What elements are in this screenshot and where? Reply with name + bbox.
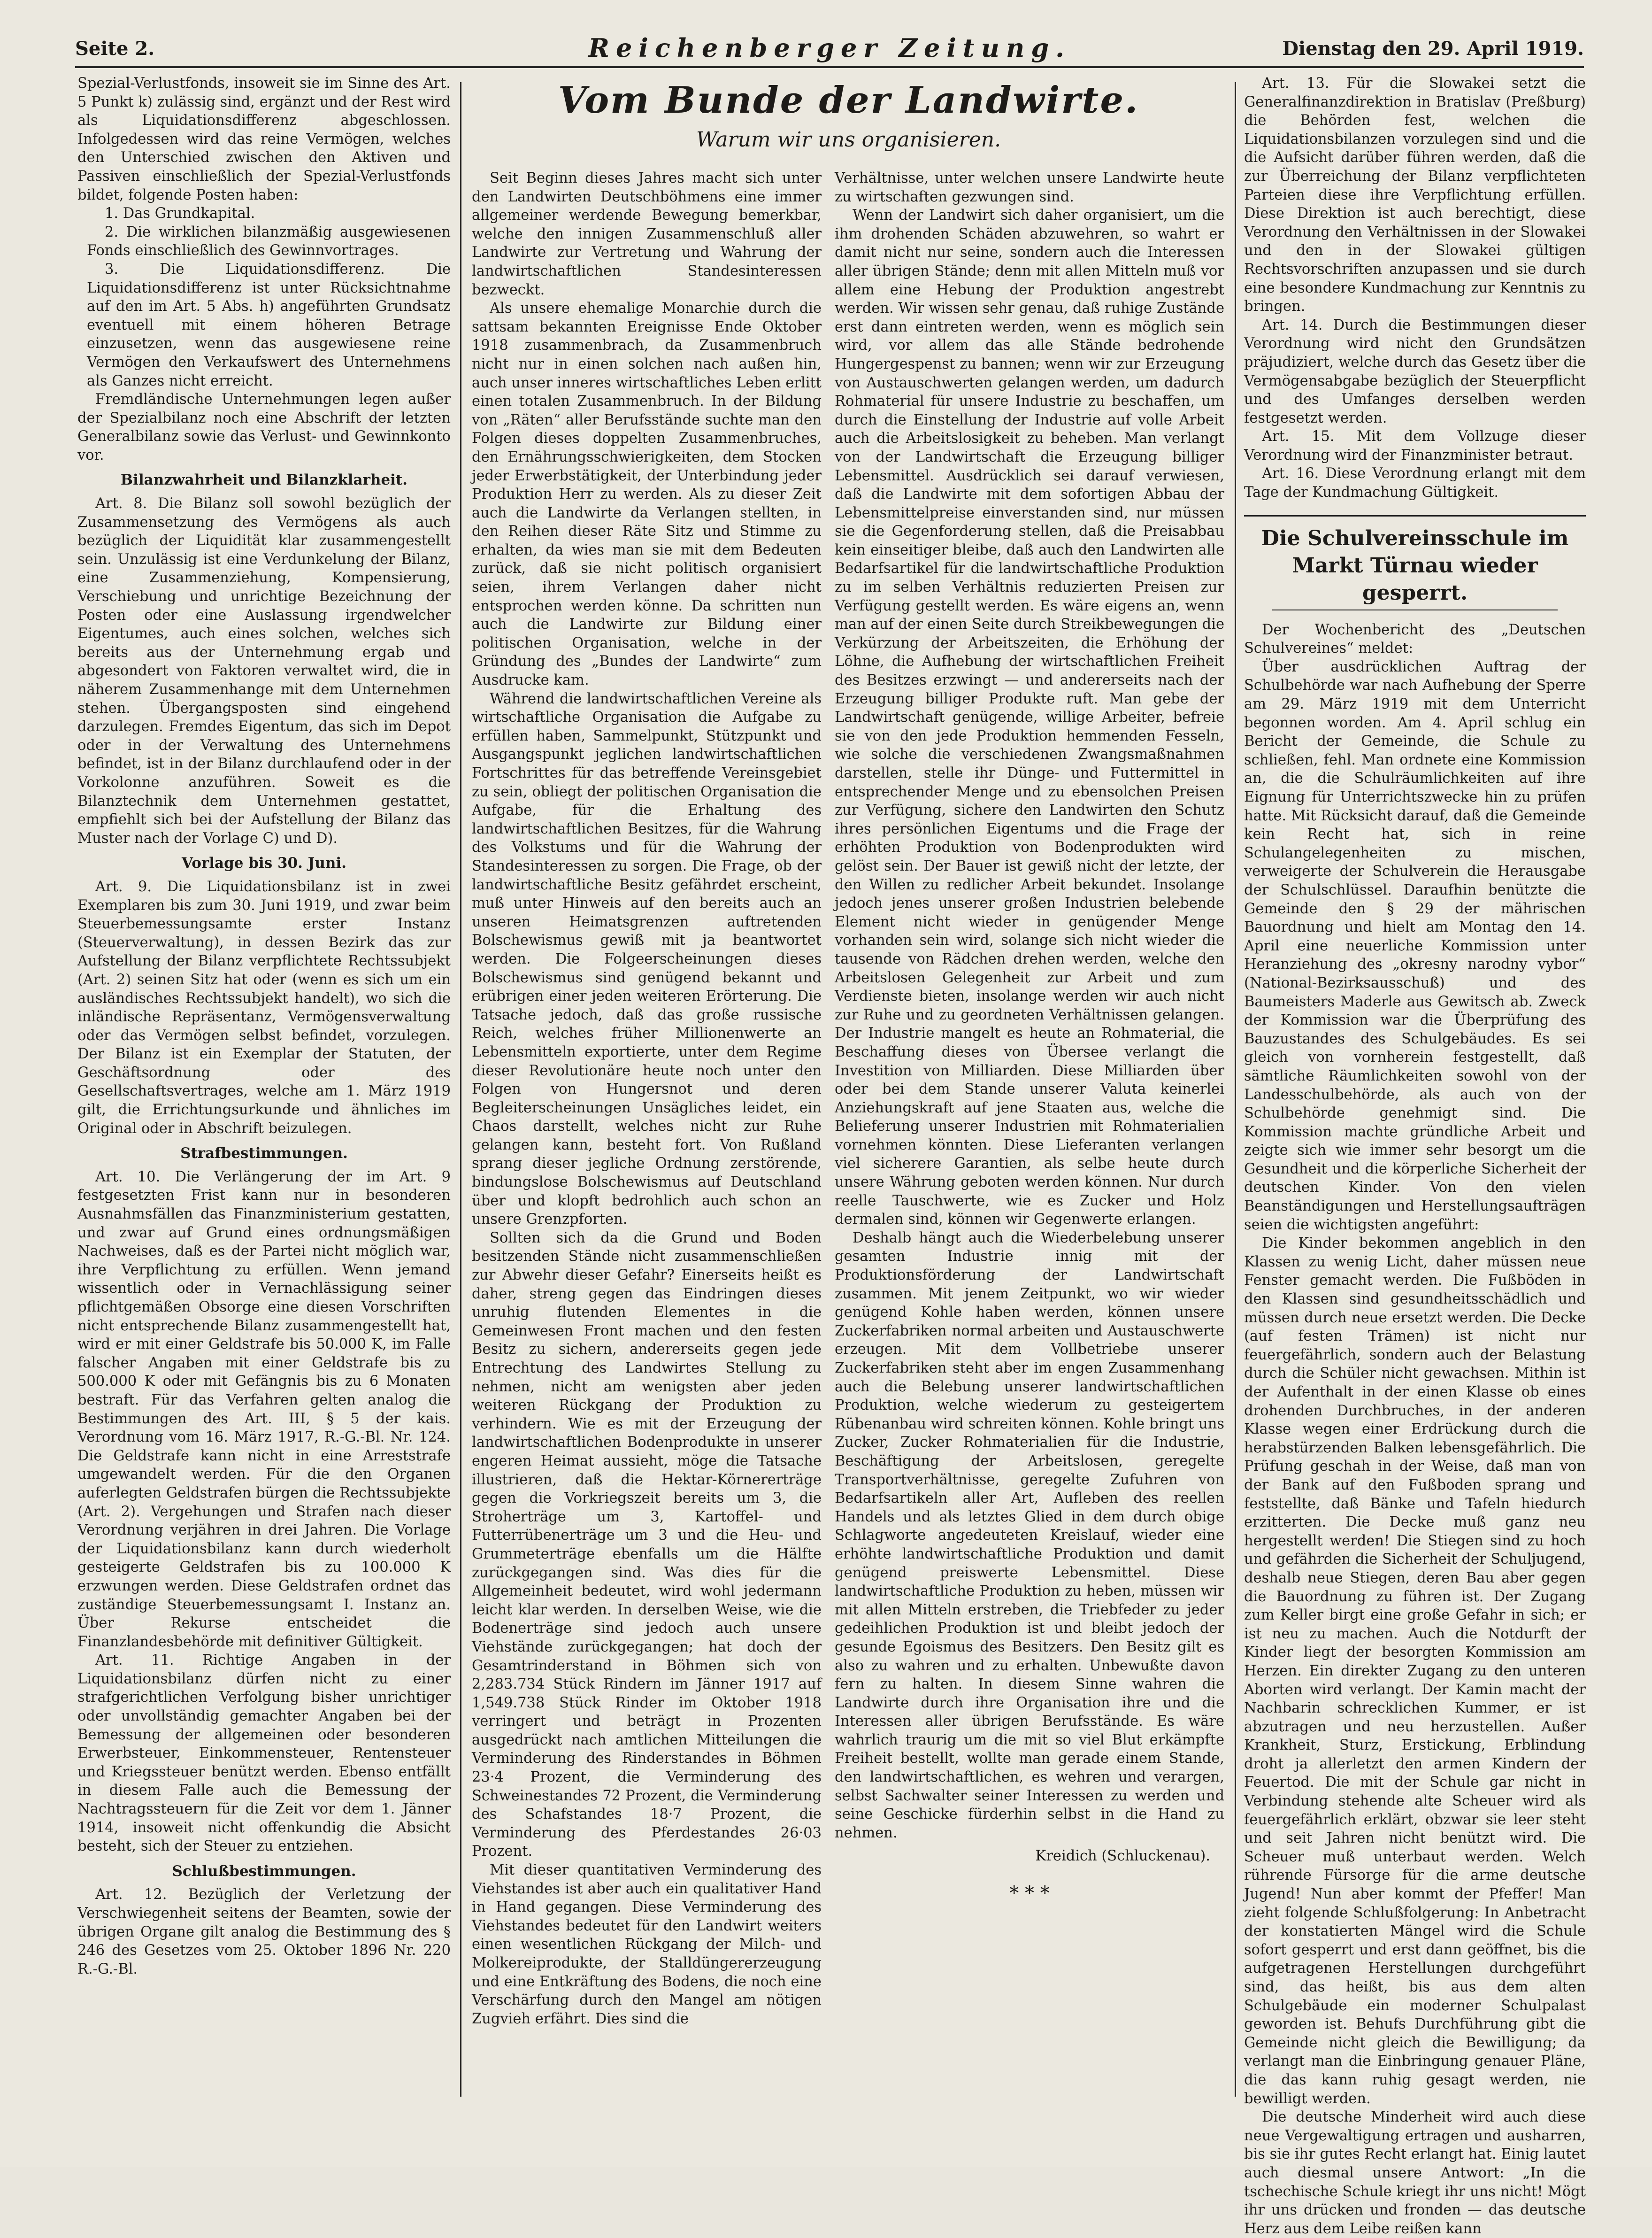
paragraph: Die Kinder bekommen angeblich in den Klassen zu wenig Licht, daher müssen neue Fenster gemacht werden. Die Fußböden in den Klassen sind gesundheitsschädlich und müssen durch neue ersetzt werden. Die Decke (auf festen Trämen) ist nicht nur feuergefährlich, sondern auch der Belastung durch die Schüler nicht gewachsen. Mithin ist der Aufenthalt in der einen Klasse ob eines drohenden Durchbruches, in der anderen Klasse wegen einer Erdrückung durch die herabstürzenden Balken lebensgefährlich. Die Prüfung geschah in der Weise, daß man von der Bank auf den Fußboden sprang und feststellte, daß Bänke und Tafeln hiedurch erzitterten. Die Decke muß ganz neu hergestellt werden! Die Stiegen sind zu hoch und gefährden die Sicherheit der Schuljugend, deshalb neue Stiegen, deren Bau aber gegen die Bauordnung zu führen ist. Der Zugang zum Keller birgt eine große Gefahr in sich; er ist neu zu machen. Auch die Notdurft der Kinder liegt der besorgten Kommission am Herzen. Ein direkter Zugang zu den unteren Aborten wird verlangt. Der Kamin macht der Nachbarin schrecklichen Kummer, er ist abzutragen und neu herzustellen. Außer Krankheit, Sturz, Erstickung, Erblindung droht ja allerletzt den armen Kindern der Feuertod. Die mit der Schule gar nicht in Verbindung stehende alte Scheuer wird als feuergefährlich erklärt, obzwar sie leer steht und seit Jahren nicht benützt wird. Die Scheuer muß unterbaut werden. Welch rührende Fürsorge für die arme deutsche Jugend! Nun aber kommt der Pfeffer! Man zieht folgende Schlußfolgerung: In Anbetracht der konstatierten Mängel wird die Schule sofort gesperrt und erst dann geöffnet, bis die aufgetragenen Herstellungen durchgeführt sind, das heißt, bis aus dem alten Schulgebäude ein moderner Schulpalast geworden ist. Behufs Durchführung gibt die Gemeinde nicht gleich die Bewilligung; da verlangt man die Einbringung genauer Pläne, die das kann ruhig gesagt werden, nie bewilligt werden. [1244, 1235, 1586, 2107]
section-title: Vorlage bis 30. Juni. [181, 855, 346, 872]
article-subheadline: Warum wir uns organisieren. [696, 128, 1001, 152]
paragraph: Die deutsche Minderheit wird auch diese neue Vergewaltigung ertragen und ausharren, bis sie ihr gutes Recht erlangt hat. Einig lautet auch diesmal unsere Antwort: „In die tschechische Schule kriegt ihr uns nicht! Mögt ihr uns drücken und fronden — das deutsche Herz aus dem Leibe reißen kann [1244, 2109, 1586, 2237]
paragraph: Art. 9. Die Liquidationsbilanz ist in zwei Exemplaren bis zum 30. Juni 1919, und zwar beim Steuerbemessungsamte erster Instanz (Steuerverwaltung), in dessen Bezirk das zur Aufstellung der Bilanz verpflichtete Rechtssubjekt (Art. 2) seinen Sitz hat oder (wenn es sich um ein ausländisches Rechtssubjekt handelt), wo sich die inländische Repräsentanz, Vermögensverwaltung oder das Vermögen selbst befindet, vorzulegen. Der Bilanz ist ein Exemplar der Statuten, der Geschäftsordnung oder des Gesellschaftsvertrages, welche am 1. März 1919 gilt, die Errichtungsurkunde und ähnliches im Original oder in Abschrift beizulegen. [77, 878, 451, 1137]
section-divider [1244, 515, 1586, 517]
section-title: Strafbestimmungen. [180, 1145, 348, 1162]
paragraph: Art. 11. Richtige Angaben in der Liquidationsbilanz dürfen nicht zu einer strafgerichtlichen Verfolgung bisher unrichtiger oder unvollständig gemachter Angaben bei der Bemessung der allgemeinen oder besonderen Erwerbsteuer, Einkommensteuer, Rentensteuer und Kriegssteuer benützt werden. Ebenso entfällt in diesem Falle auch die Bemessung der Nachtragssteuern für die Zeit vor dem 1. Jänner 1914, insoweit nicht offenkundig die Absicht besteht, sich der Steuer zu entziehen. [77, 1652, 451, 1855]
paragraph: Verhältnisse, unter welchen unsere Landwirte heute zu wirtschaften gezwungen sind. [835, 170, 1224, 205]
paragraph: Art. 12. Bezüglich der Verletzung der Verschwiegenheit seitens der Beamten, sowie der übrigen Organe gilt analog die Bestimmung des § 246 des Gesetzes vom 25. Oktober 1896 Nr. 220 R.-G.-Bl. [77, 1886, 451, 1977]
paragraph: Art. 13. Für die Slowakei setzt die Generalfinanzdirektion in Bratislav (Preßburg) die Behörden fest, welchen die Liquidationsbilanzen vorzulegen sind und die die Aufsicht darüber führen werden, daß die zur Überreichung der Bilanz verpflichteten Parteien diese ihre Verpflichtung erfüllen. Diese Direktion ist auch berechtigt, diese Verordnung den Verhältnissen in der Slowakei und den in der Slowakei gültigen Rechtsvorschriften anzupassen und sie durch eine besondere Kundmachung zur Kenntnis zu bringen. [1244, 75, 1586, 315]
paragraph: Über ausdrücklichen Auftrag der Schulbehörde war nach Aufhebung der Sperre am 29. März 1919 mit dem Unterricht begonnen worden. Am 4. April schlug ein Bericht der Gemeinde, die Schule zu schließen, fehl. Man ordnete eine Kommission an, die die Schulräumlichkeiten auf ihre Eignung für Unterrichtszwecke hin zu prüfen hatte. Mit Rücksicht darauf, daß die Gemeinde kein Recht hat, sich in reine Schulangelegenheiten zu mischen, verweigerte der Schulverein die Herausgabe der Schulschlüssel. Daraufhin benützte die Gemeinde den § 29 der mährischen Bauordnung und hielt am Montag den 14. April eine neuerliche Kommission unter Heranziehung des „okresny narodny vybor“ (National-Bezirksausschuß) und des Baumeisters Maderle aus Gewitsch ab. Zweck der Kommission war die Überprüfung des Bauzustandes des Schulgebäudes. Es sei gleich von vornherein festgestellt, daß sämtliche Räumlichkeiten sowohl von der Landesschulbehörde, als auch von der Schulbehörde genehmigt sind. Die Kommission machte gründliche Arbeit und zeigte sich wie immer sehr besorgt um die Gesundheit und die körperliche Sicherheit der deutschen Kinder. Von den vielen Beanständigungen und Herstellungsaufträgen seien die wichtigsten angeführt: [1244, 658, 1586, 1233]
column-1 [77, 74, 451, 2101]
list-item: 1. Das Grundkapital. [105, 205, 255, 222]
column-4 [1244, 74, 1586, 2237]
paragraph: Fremdländische Unternehmungen legen außer der Spezialbilanz noch eine Abschrift der letzten Generalbilanz sowie das Verlust- und Gewinnkonto vor. [77, 391, 451, 463]
section-title: Schlußbestimmungen. [172, 1862, 356, 1880]
list-item: 3. Die Liquidationsdifferenz. Die Liquidationsdifferenz ist unter Rücksichtnahme auf den im Art. 5 Abs. h) angeführten Grundsatz eventuell mit einem höheren Betrage einzusetzen, wenn das ausgewiesene reine Vermögen den Verkaufswert des Unternehmens als Ganzes nicht erreicht. [87, 261, 451, 389]
paragraph: Art. 14. Durch die Bestimmungen dieser Verordnung wird nicht den Grundsätzen präjudiziert, welche durch das Gesetz über die Vermögensabgabe bezüglich der Steuerpflicht und des Umfanges derselben werden festgesetzt werden. [1244, 316, 1586, 426]
paragraph: Art. 10. Die Verlängerung der im Art. 9 festgesetzten Frist kann nur in besonderen Ausnahmsfällen das Finanzministerium gestatten, und zwar auf Grund eines ordnungsmäßigen Nachweises, daß es der Partei nicht möglich war, ihre Verpflichtung zu erfüllen. Wenn jemand wissentlich oder in Vernachlässigung seiner pflichtgemäßen Obsorge eine diesen Vorschriften nicht entsprechende Bilanz zusammengestellt hat, wird er mit einer Geldstrafe bis 50.000 K, im Falle falscher Angaben mit einer Geldstrafe bis zu 500.000 K oder mit Gefängnis bis zu 6 Monaten bestraft. Für das Verfahren gelten analog die Bestimmungen des Art. III, § 5 der kais. Verordnung vom 16. März 1917, R.-G.-Bl. Nr. 124. Die Geldstrafe kann nicht in eine Arreststrafe umgewandelt werden. Für die den Organen auferlegten Geldstrafen bürgen die Rechtssubjekte (Art. 2). Vergehungen und Strafen nach dieser Verordnung verjähren in drei Jahren. Die Vorlage der Liquidationsbilanz kann durch wiederholt gesteigerte Geldstrafen bis zu 100.000 K erzwungen werden. Diese Geldstrafen ordnet das zuständige Steuerbemessungsamt I. Instanz an. Über Rekurse entscheidet die Finanzlandesbehörde mit definitiver Gültigkeit. [77, 1168, 451, 1650]
paragraph: Spezial-Verlustfonds, insoweit sie im Sinne des Art. 5 Punkt k) zulässig sind, ergänzt und der Rest wird als Liquidationsdifferenz abgeschlossen. Infolgedessen wird das reine Vermögen, welches den Unterschied zwischen den Aktiven und Passiven einschließlich der Spezial-Verlustfonds bildet, folgende Posten haben: [77, 75, 451, 203]
column-2 [472, 169, 822, 2080]
paragraph: Während die landwirtschaftlichen Vereine als wirtschaftliche Organisation die Aufgabe zu erfüllen haben, Sammelpunkt, Stützpunkt und Ausgangspunkt jeglichen landwirtschaftlichen Fortschrittes für das betreffende Vereinsgebiet zu sein, obliegt der politischen Organisation die Aufgabe, für die Erhaltung des landwirtschaftlichen Besitzes, für die Wahrung des Volkstums und für die Wahrung der Standesinteressen zu sorgen. Die Frage, ob der landwirtschaftliche Besitz gefährdet erscheint, muß unter Hinweis auf den bereits auch an unseren Heimatsgrenzen auftretenden Bolschewismus gewiß mit ja beantwortet werden. Die Folgeerscheinungen dieses Bolschewismus sind genügend bekannt und erübrigen einer jeden weiteren Erörterung. Die Tatsache jedoch, daß das große russische Reich, welches früher Millionenwerte an Lebensmitteln exportierte, unter dem Regime dieser Revolutionäre heute noch unter den Folgen von Hungersnot und deren Begleiterscheinungen Unsägliches leidet, ein Chaos darstellt, welches nicht zur Ruhe gelangen kann, besteht fort. Von Rußland sprang dieser jegliche Ordnung zerstörende, bindungslose Bolschewismus auf Deutschland über und klopft bedrohlich auch schon an unsere Grenzpforten. [472, 690, 822, 1228]
issue-date: Dienstag den 29. April 1919. [1282, 38, 1584, 60]
paragraph: Seit Beginn dieses Jahres macht sich unter den Landwirten Deutschböhmens eine immer allgemeiner werdende Bewegung bemerkbar, welche den innigen Zusammenschluß aller Landwirte zur Vertretung und Wahrung der landwirtschaftlichen Standesinteressen bezweckt. [472, 170, 822, 298]
section-title: Bilanzwahrheit und Bilanzklarheit. [120, 471, 408, 489]
paragraph: Art. 15. Mit dem Vollzuge dieser Verordnung wird der Finanzminister betraut. [1244, 428, 1586, 463]
paragraph: Sollten sich da die Grund und Boden besitzenden Stände nicht zusammenschließen zur Abwehr dieser Gefahr? Einerseits heißt es daher, streng gegen das Eindringen dieses unruhig flutenden Elementes in die Gemeinwesen Front machen und den festen Besitz zu sichern, andererseits gegen jede Entrechtung des Landwirtes Stellung zu nehmen, nicht am wenigsten aber jeden weiteren Rückgang der Produktion zu verhindern. Wie es mit der Erzeugung der landwirtschaftlichen Bodenprodukte in unserer engeren Heimat aussieht, möge die Tatsache illustrieren, daß die Hektar-Körnererträge gegen die Vorkriegszeit bereits um 3, die Stroherträge um 3, Kartoffel- und Futterrübenerträge um 3 und die Heu- und Grummeterträge ebenfalls um die Hälfte zurückgegangen sind. Was dies für die Allgemeinheit bedeutet, wird wohl jedermann leicht klar werden. In derselben Weise, wie die Bodenerträge sind jedoch auch unsere Viehstände zurückgegangen; hat doch der Gesamtrinderstand in Böhmen sich von 2,283.734 Stück Rindern im Jänner 1917 auf 1,549.738 Stück Rinder im Oktober 1918 verringert und beträgt in Prozenten ausgedrückt nach amtlichen Mitteilungen die Verminderung des Rinderstandes in Böhmen 23·4 Prozent, die Verminderung des Schweinestandes 72 Prozent, die Verminderung des Schafstandes 18·7 Prozent, die Verminderung des Pferdestandes 26·03 Prozent. [472, 1229, 822, 1860]
paragraph: Als unsere ehemalige Monarchie durch die sattsam bekannten Ereignisse Ende Oktober 1918 zusammenbrach, da Zusammenbruch nicht nur in einen solchen nach außen hin, auch unser inneres wirtschaftliches Leben erlitt einen totalen Zusammenbruch. In der Bildung von „Räten“ aller Berufsstände suchte man den Folgen dieses doppelten Zusammenbruches, den Ernährungsschwierigkeiten, dem Stocken jeder Erwerbstätigkeit, der Unterbindung jeder Produktion Herr zu werden. Als zu dieser Zeit auch die Landwirte da Verlangen stellten, in den Reihen dieser Räte Sitz und Stimme zu erhalten, da wies man sie mit dem Bedeuten zurück, daß sie nicht politisch organisiert seien, ihrem Verlangen daher nicht entsprochen werden könne. Da schritten nun auch die Landwirte zur Bildung einer politischen Organisation, welche in der Gründung des „Bundes der Landwirte“ zum Ausdrucke kam. [472, 300, 822, 689]
paragraph: Der Wochenbericht des „Deutschen Schulvereines“ meldet: [1244, 621, 1586, 657]
paragraph: Mit dieser quantitativen Verminderung des Viehstandes ist aber auch ein qualitativer Hand in Hand gegangen. Diese Verminderung des Viehstandes bedeutet für den Landwirt weiters einen wesentlichen Rückgang der Milch- und Molkereiprodukte, der Stalldüngererzeugung und eine Entkräftung des Bodens, die noch eine Verschärfung durch den Mangel am nötigen Zugvieh erfährt. Dies sind die [472, 1862, 822, 2027]
paragraph: Wenn der Landwirt sich daher organisiert, um die ihm drohenden Schäden abzuwehren, so wahrt er damit nicht nur seine, sondern auch die Interessen aller übrigen Stände; denn mit allen Mitteln muß vor allem eine Hebung der Produktion angestrebt werden. Wir wissen sehr genau, daß ruhige Zustände erst dann eintreten werden, wenn es möglich sein wird, vor allem das alle Stände bedrohende Hungergespenst zu bannen; wenn wir zur Erzeugung von Austauschwerten gelangen werden, um dadurch Rohmaterial für unsere Industrie zu beschaffen, um durch die Einstellung der Industrie auf volle Arbeit auch die Arbeitslosigkeit zu beheben. Man verlangt von der Landwirtschaft die Erzeugung billiger Lebensmittel. Ausdrücklich sei darauf verwiesen, daß die Landwirte mit dem sofortigen Abbau der Lebensmittelpreise einverstanden sind, nur müssen sie die Gegenforderung stellen, daß die Preisabbau kein einseitiger bleibe, daß auch den Landwirten alle Bedarfsartikel für die landwirtschaftliche Produktion zu im selben Verhältnis reduzierten Preisen zur Verfügung gestellt werden. Es wäre eigens an, wenn man auf der einen Seite durch Streikbewegungen die Verkürzung der Arbeitszeiten, die Erhöhung der Löhne, die Aufhebung der wirtschaftlichen Freiheit des Besitzes erzwingt — und andererseits nach der Erzeugung billiger Produkte ruft. Man gebe der Landwirtschaft genügende, willige Arbeiter, befreie sie von den jede Produktion hemmenden Fesseln, wie solche die verschiedenen Zwangsmaßnahmen darstellen, stelle ihr Dünge- und Futtermittel in entsprechender Menge und zu ebensolchen Preisen zur Verfügung, sichere den Landwirten den Schutz ihres persönlichen Eigentums und die Frage der erhöhten Produktion von Bodenprodukten wird gelöst sein. Der Bauer ist gewiß nicht der letzte, der den Willen zu redlicher Arbeit bekundet. Insolange jedoch jenes unserer großen Industrien belebende Element nicht wieder in genügender Menge vorhanden sein wird, solange sich nicht wieder die tausende von Rädchen drehen werden, welche den Arbeitslosen Gelegenheit zur Arbeit und zum Verdienste bieten, insolange werden wir auch nicht zur Ruhe und zu geordneten Verhältnissen gelangen. Der Industrie mangelt es heute an Rohmaterial, die Beschaffung dieses von Übersee verlangt die Investition von Milliarden. Diese Milliarden über oder bei dem Stande unserer Valuta keinerlei Anziehungskraft auf jene Staaten aus, welche die Belieferung unserer Industrien mit Rohmaterialien vornehmen könnten. Diese Lieferanten verlangen viel sicherere Garantien, als selbe heute durch unsere Währung geboten werden können. Nur durch reelle Tauschwerte, wie es Zucker und Holz dermalen sind, können wir Gegenwerte erlangen. [835, 207, 1224, 1228]
article-title-schulverein: Die Schulvereinsschule im Markt Türnau wieder gesperrt. [1261, 526, 1569, 605]
page-number: Seite 2. [75, 38, 155, 60]
newspaper-masthead: Reichenberger Zeitung. [588, 33, 1071, 63]
paragraph: Deshalb hängt auch die Wiederbelebung unserer gesamten Industrie innig mit der Produktionsförderung der Landwirtschaft zusammen. Mit jenem Zeitpunkt, wo wir wieder genügend Kohle haben werden, können unsere Zuckerfabriken normal arbeiten und Austauschwerte erzeugen. Mit dem Vollbetriebe unserer Zuckerfabriken steht aber im engen Zusammenhang auch die Belebung unserer landwirtschaftlichen Produktion, welche wiederum zu gesteigertem Rübenanbau wird schreiten können. Kohle bringt uns Zucker, Zucker Rohmaterialien für die Industrie, Beschäftigung der Arbeitslosen, geregelte Transportverhältnisse, geregelte Zufuhren von Bedarfsartikeln aller Art, Aufleben des reellen Handels und als letztes Glied in dem durch obige Schlagworte angedeuteten Kreislauf, wieder eine erhöhte landwirtschaftliche Produktion und damit genügend preiswerte Lebensmittel. Diese landwirtschaftliche Produktion zu heben, müssen wir mit allen Mitteln erstreben, die Triebfeder zu jeder gedeihlichen Produktion ist und bleibt jedoch der gesunde Egoismus des Besitzers. Den Besitz gilt es also zu wahren und zu erhalten. Unbewußte davon fern zu halten. In diesem Sinne wahren die Landwirte durch ihre Organisation ihre und die Interessen aller übrigen Berufsstände. Es wäre wahrlich traurig um die mit so viel Blut erkämpfte Freiheit bestellt, wollte man gerade einem Stande, den landwirtschaftlichen, es wehren und verargen, selbst Sachwalter seiner Interessen zu werden und seine Geschicke fürderhin selbst in die Hand zu nehmen. [835, 1229, 1224, 1841]
page-header [75, 33, 1584, 68]
paragraph: Art. 8. Die Bilanz soll sowohl bezüglich der Zusammensetzung des Vermögens als auch bezüglich der Liquidität klar zusammengestellt sein. Unzulässig ist eine Verdunkelung der Bilanz, eine Zusammenziehung, Kompensierung, Verschiebung und unrichtige Bezeichnung der Posten oder eine Auslassung irgendwelcher Eigentumes, auch eines solchen, welches sich bereits aus der Unternehmung ergab und abgesondert von Faktoren verwaltet wird, die in näherem Zusammenhange mit dem Unternehmen stehen. Übergangsposten sind eingehend darzulegen. Fremdes Eigentum, das sich im Depot oder in der Verwaltung des Unternehmens befindet, ist in der Bilanz durchlaufend oder in der Vorkolonne anzuführen. Soweit es die Bilanztechnik dem Unternehmen gestattet, empfiehlt sich bei der Aufstellung der Bilanz das Muster nach der Vorlage C) und D). [77, 495, 451, 847]
list-item: 2. Die wirklichen bilanzmäßig ausgewiesenen Fonds einschließlich des Gewinnvortrages. [87, 224, 451, 259]
separator-stars: * * * [1009, 1883, 1050, 1905]
column-rule-left [460, 82, 461, 2097]
author-signature: Kreidich (Schluckenau). [1035, 1848, 1210, 1865]
column-rule-right [1235, 82, 1236, 2097]
paragraph: Art. 16. Diese Verordnung erlangt mit dem Tage der Kundmachung Gültigkeit. [1244, 465, 1586, 501]
article-headline: Vom Bunde der Landwirte. [558, 79, 1139, 122]
column-3 [835, 169, 1224, 2080]
